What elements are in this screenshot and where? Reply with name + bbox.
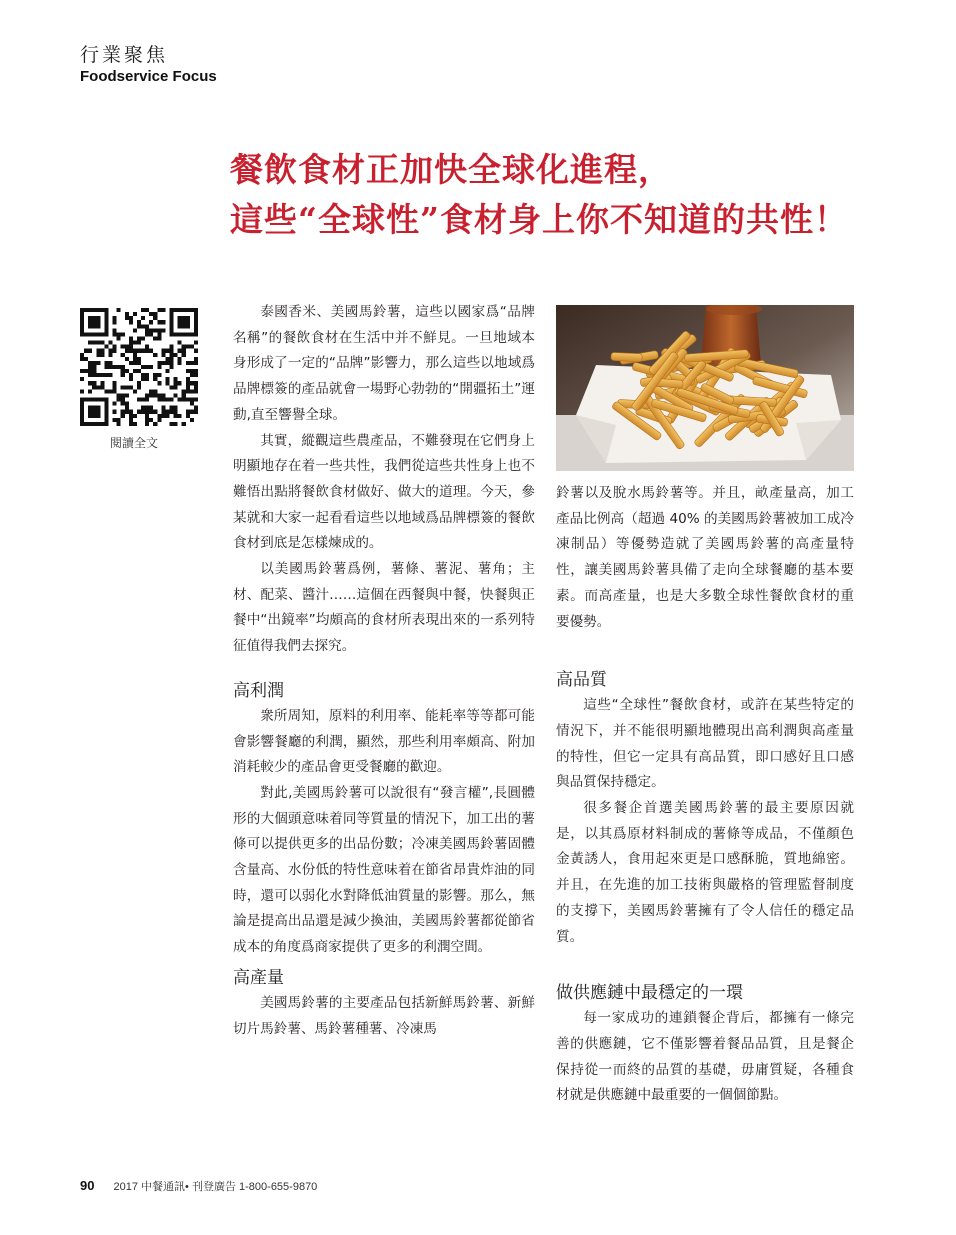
footer-text: 2017 中餐通訊• 刊登廣告 1-800-655-9870	[113, 1181, 318, 1193]
paragraph: 每一家成功的連鎖餐企背后，都擁有一條完善的供應鏈，它不僅影響着餐品品質，且是餐企保持從一而終的品質的基礎，毋庸質疑，各種食材就是供應鏈中最重要的一個個節點。	[556, 1010, 854, 1104]
paragraph: 其實，縱觀這些農產品，不難發現在它們身上明顯地存在着一些共性，我們從這些共性身上也不難悟出點將餐飲食材做好、做大的道理。今天，參某就和大家一起看看這些以地域爲品牌標簽的餐飲食材到底是怎樣煉成的。	[233, 432, 535, 552]
section-label	[80, 44, 217, 86]
subheading-high-yield: 高產量	[233, 967, 284, 988]
paragraph: 對此,美國馬鈴薯可以說很有“發言權”,長圓體形的大個頭意味着同等質量的情況下，加工出的薯條可以提供更多的出品份數；冷凍美國馬鈴薯固體含量高、水份低的特性意味着在節省昂貴炸油的同時，還可以弱化水對降低油質量的影響。那么，無論是提高出品還是減少換油，美國馬鈴薯都從節省成本的角度爲商家提供了更多的利潤空間。	[233, 784, 535, 956]
paragraph: 衆所周知，原料的利用率、能耗率等等都可能會影響餐廳的利潤，顯然，那些利用率頗高、附加消耗較少的產品會更受餐廳的歡迎。	[233, 707, 535, 776]
article-column-left	[233, 300, 535, 1042]
article-column-right	[556, 481, 854, 1109]
section-title-en: Foodservice Focus	[80, 68, 217, 85]
qr-code-icon[interactable]	[80, 308, 198, 426]
paragraph: 這些“全球性”餐飲食材，或許在某些特定的情況下，并不能很明顯地體現出高利潤與高產量的特性，但它一定具有高品質，即口感好且口感與品質保持穩定。	[556, 697, 854, 791]
section-title-zh: 行業聚焦	[80, 44, 169, 66]
subheading-high-quality: 高品質	[556, 670, 607, 691]
subheading-supply-chain: 做供應鏈中最穩定的一環	[556, 983, 743, 1004]
headline-line-2: 這些“全球性”食材身上你不知道的共性！	[230, 200, 848, 239]
paragraph: 美國馬鈴薯的主要產品包括新鮮馬鈴薯、新鮮切片馬鈴薯、馬鈴薯種薯、冷凍馬	[233, 994, 535, 1037]
page-number: 90	[80, 1178, 95, 1193]
headline-line-1: 餐飲食材正加快全球化進程，	[230, 150, 672, 189]
paragraph: 以美國馬鈴薯爲例，薯條、薯泥、薯角；主材、配菜、醬汁……這個在西餐與中餐，快餐與正餐中“出鏡率”均頗高的食材所表現出來的一系列特征值得我們去探究。	[233, 561, 535, 655]
qr-caption: 閱讀全文	[110, 436, 159, 450]
paragraph: 泰國香米、美國馬鈴薯，這些以國家爲“品牌名稱”的餐飲食材在生活中并不鮮見。一旦地域本身形成了一定的“品牌”影響力，那么這些以地域爲品牌標簽的產品就會一場野心勃勃的“開疆拓土”運動,直至響譽全球。	[233, 304, 535, 423]
french-fries-photo	[556, 305, 854, 471]
paragraph: 很多餐企首選美國馬鈴薯的最主要原因就是，以其爲原材料制成的薯條等成品，不僅顏色金黃誘人，食用起來更是口感酥脆，質地綿密。并且，在先進的加工技術與嚴格的管理監督制度的支撐下，美國馬鈴薯擁有了令人信任的穩定品質。	[556, 800, 854, 945]
subheading-high-profit: 高利潤	[233, 680, 284, 701]
paragraph: 鈴薯以及脫水馬鈴薯等。并且，畝產量高，加工產品比例高（超過 40% 的美國馬鈴薯被加工成冷凍制品）等優勢造就了美國馬鈴薯的高產量特性，讓美國馬鈴薯具備了走向全球餐廳的基本要素。而高產量，也是大多數全球性餐飲食材的重要優勢。	[556, 485, 854, 630]
article-headline	[230, 145, 930, 245]
page-footer	[80, 1178, 317, 1194]
